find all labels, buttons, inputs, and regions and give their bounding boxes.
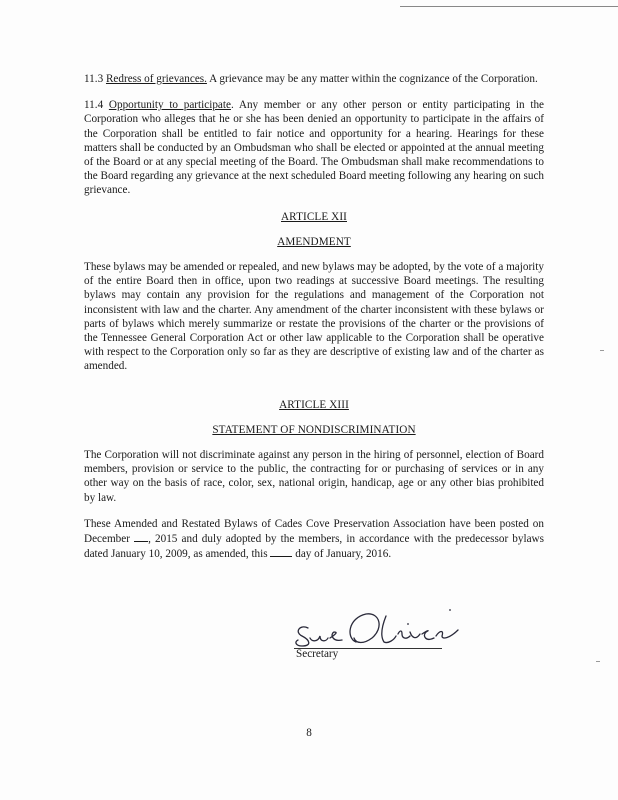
article-12-text: These bylaws may be amended or repealed, and new bylaws may be adopted, by the vote of a majority of the entire Board then in office, upon two readings at successive Board meetings. The resulting bylaws may contain any provision for the regulations and management of the Corporation not inconsistent with law and the charter. Any amendment of the charter inconsistent with these bylaws or parts of bylaws which merely summarize or restate the provisions of the charter or the provisions of the Tennessee General Corporation Act or other law applicable to the Corporation shall be operative with respect to the Corporation only so far as they are descriptive of existing law and of the charter as amended. bbox=[84, 261, 544, 373]
page-body bbox=[84, 72, 544, 573]
closing-paragraph bbox=[84, 517, 544, 562]
article-12-subheading: AMENDMENT bbox=[277, 235, 351, 248]
closing-text-1: These Amended and Restated Bylaws of Cades Cove Preservation Association have been posted on December bbox=[84, 517, 544, 546]
page-number: 8 bbox=[306, 727, 312, 739]
day-blank bbox=[270, 546, 292, 557]
section-11-3-text: A grievance may be any matter within the cognizance of the Corporation. bbox=[209, 73, 538, 85]
signature-block bbox=[290, 608, 490, 668]
closing-text-3: day of January, 2016. bbox=[292, 548, 392, 561]
signer-title: Secretary bbox=[296, 648, 339, 660]
section-11-3 bbox=[84, 72, 544, 86]
closing-text-2: , 2015 and duly adopted by the members, in accordance with the predecessor bylaws dated January 10, 2009, as amended, this bbox=[84, 533, 544, 561]
article-13-heading: ARTICLE XIII bbox=[279, 398, 349, 411]
article-13-subheading: STATEMENT OF NONDISCRIMINATION bbox=[212, 423, 416, 436]
scan-artifact bbox=[600, 350, 604, 351]
scan-edge-line bbox=[400, 6, 618, 7]
article-12-heading: ARTICLE XII bbox=[281, 210, 347, 223]
section-11-4-text: . Any member or any other person or entity participating in the Corporation who alleges that he or she has been denied an opportunity to participate in the affairs of the Corporation shall be entitled to fair notice and opportunity for a hearing. Hearings for these matters shall be conducted by an Ombudsman who shall be elected or appointed at the annual meeting of the Board or at any special meeting of the Board. The Ombudsman shall make recommendations to the Board regarding any grievance at the next scheduled Board meeting following any hearing on such grievance. bbox=[84, 99, 545, 197]
scan-artifact bbox=[596, 661, 600, 662]
section-11-4 bbox=[84, 98, 544, 197]
section-11-3-number: 11.3 bbox=[84, 73, 104, 85]
article-13-text: The Corporation will not discriminate against any person in the hiring of personnel, election of Board members, provision or service to the public, the contracting for or purchasing of services or in any other way on the basis of race, color, sex, national origin, handicap, age or any other bias prohibited by law. bbox=[84, 449, 544, 504]
handwritten-signature bbox=[290, 608, 490, 652]
section-11-3-title: Redress of grievances. bbox=[105, 73, 207, 85]
section-11-4-title: Opportunity to participate bbox=[108, 99, 231, 112]
date-blank bbox=[134, 531, 148, 542]
section-11-4-number: 11.4 bbox=[84, 99, 104, 112]
